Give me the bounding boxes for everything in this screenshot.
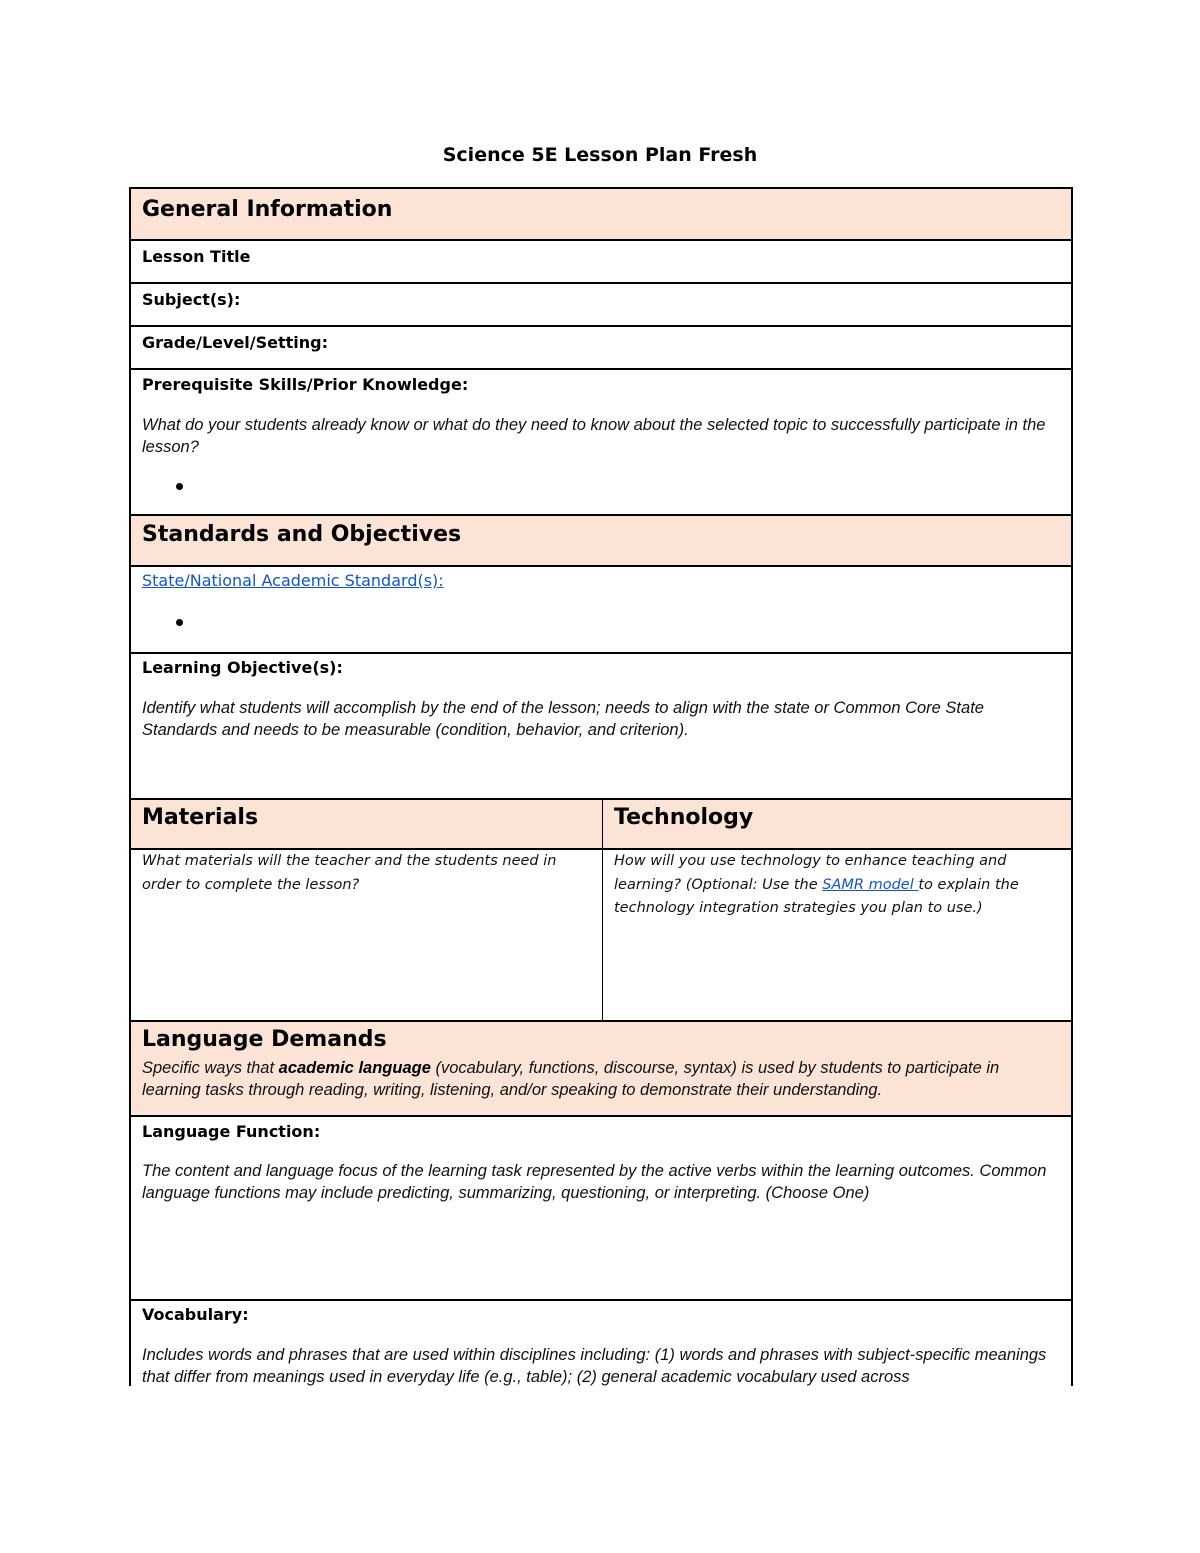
column-divider: [602, 850, 603, 1020]
technology-prompt-end: to explain the technology integration strategies you plan to use.): [614, 876, 1019, 916]
vocabulary-label: Vocabulary:: [142, 1305, 249, 1324]
materials-technology-row: [131, 850, 1071, 1022]
academic-language-term: academic language: [278, 1059, 431, 1077]
general-information-header: [131, 189, 1071, 241]
lesson-plan-table: [129, 187, 1073, 1386]
lesson-title-row[interactable]: [131, 241, 1071, 284]
bullet-dot-icon: [176, 619, 183, 626]
prerequisite-row[interactable]: [131, 370, 1071, 516]
language-function-row[interactable]: [131, 1117, 1071, 1301]
page-title: Science 5E Lesson Plan Fresh: [442, 144, 758, 166]
standards-objectives-heading: Standards and Objectives: [142, 522, 462, 547]
subjects-label: Subject(s):: [142, 290, 241, 309]
language-function-label: Language Function:: [142, 1122, 321, 1141]
lesson-title-label: Lesson Title: [142, 247, 251, 266]
prerequisite-label: Prerequisite Skills/Prior Knowledge:: [142, 375, 469, 394]
language-function-prompt: The content and language focus of the learning task represented by the active verbs within the learning outcomes. Common language functions may include predicting, summarizing, questioning, or interpreting. (Choose One): [142, 1162, 1047, 1202]
subjects-row[interactable]: [131, 284, 1071, 327]
standards-objectives-header: [131, 516, 1071, 567]
learning-objectives-row[interactable]: [131, 654, 1071, 800]
language-demands-description: [142, 1057, 1061, 1101]
grade-label: Grade/Level/Setting:: [142, 333, 329, 352]
learning-objectives-prompt: Identify what students will accomplish by the end of the lesson; needs to align with the state or Common Core State Standards and needs to be measurable (condition, behavior, and criterion).: [142, 699, 984, 739]
materials-technology-header: [131, 800, 1071, 850]
language-demands-heading: Language Demands: [142, 1027, 387, 1052]
materials-prompt[interactable]: What materials will the teacher and the students need in order to complete the lesson?: [142, 853, 557, 893]
learning-objectives-label: Learning Objective(s):: [142, 658, 343, 677]
column-divider: [602, 800, 603, 848]
technology-prompt-start: How will you use technology to enhance teaching and learning? (Optional: Use the: [614, 853, 1007, 893]
language-desc-end: (vocabulary, functions, discourse, syntax) is used by students to participate in learning tasks through reading, writing, listening, and/or speaking to demonstrate their understanding.: [142, 1059, 1000, 1099]
standards-row[interactable]: [131, 567, 1071, 654]
bullet-dot-icon: [176, 483, 183, 490]
general-information-heading: General Information: [142, 197, 393, 222]
technology-heading: Technology: [614, 805, 754, 830]
standards-link[interactable]: State/National Academic Standard(s):: [142, 571, 444, 590]
language-desc-start: Specific ways that: [142, 1059, 279, 1077]
prerequisite-prompt: What do your students already know or what do they need to know about the selected topic to successfully participate in the lesson?: [142, 416, 1046, 456]
vocabulary-row[interactable]: [131, 1301, 1071, 1386]
vocabulary-prompt: Includes words and phrases that are used within disciplines including: (1) words and phrases with subject-specific meanings that differ from meanings used in everyday life (e.g., table); (2) general academic vocabulary used across: [142, 1346, 1047, 1386]
technology-prompt[interactable]: [614, 850, 1034, 921]
grade-row[interactable]: [131, 327, 1071, 370]
materials-heading: Materials: [142, 805, 259, 830]
samr-model-link[interactable]: SAMR model: [822, 876, 919, 893]
language-demands-header: [131, 1022, 1071, 1117]
